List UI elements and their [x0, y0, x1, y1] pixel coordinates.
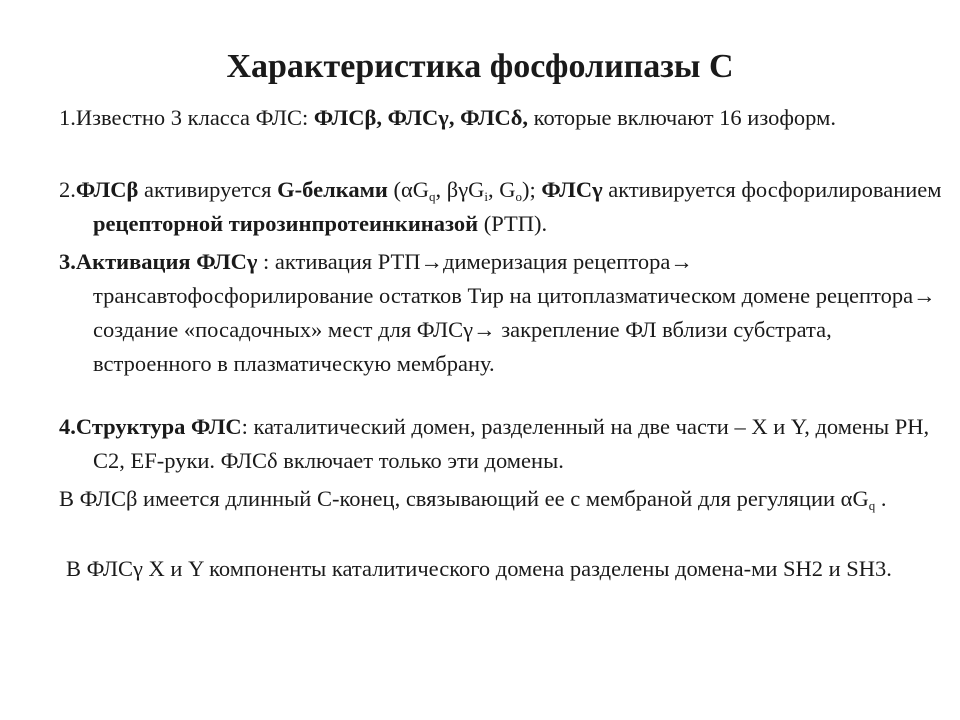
p2-alpha-g: (αG	[387, 177, 430, 202]
p2-beta-gamma-g: , βγG	[435, 177, 485, 202]
p2-g: , G	[488, 177, 516, 202]
p1-text-a: 1.Известно 3 класса ФЛС:	[59, 105, 314, 130]
p5-text: В ФЛСβ имеется длинный С-конец, связывающий ее с мембраной для регуляции αG	[59, 486, 869, 511]
p2-plc-gamma: ФЛСγ	[541, 177, 603, 202]
p1-text-c: которые включают 16 изоформ.	[528, 105, 836, 130]
p4-text: : каталитический домен, разделенный на две части – X и Y, домены PH, C2, EF-руки. ФЛСδ включает только эти домены.	[93, 414, 930, 473]
p1-classes: ФЛСβ, ФЛСγ, ФЛСδ,	[313, 105, 529, 130]
paragraph-2	[59, 173, 953, 241]
p2-sub-o: o	[515, 189, 523, 204]
p4-heading: 4.Структура ФЛС	[59, 414, 242, 439]
p2-rtp: (РТП).	[478, 211, 548, 236]
p2-phosphorylation: активируется фосфорилированием	[602, 177, 942, 202]
paragraph-3	[59, 245, 953, 381]
p3-text: : активация РТП→димеризация рецептора→ трансавтофосфорилирование остатков Тир на цитоплазматическом домене рецептора→ создание «посадочных» мест для ФЛСγ→ закрепление ФЛ вблизи субстрата, встроенного в плазматическую мембрану.	[93, 249, 936, 376]
p5-sub-q: q	[868, 498, 876, 513]
p5-end: .	[875, 486, 887, 511]
p6-text: В ФЛСγ X и Y компоненты каталитического домена разделены домена-ми SH2 и SH3.	[66, 556, 892, 581]
p2-g-proteins: G-белками	[277, 177, 388, 202]
p2-receptor-kinase: рецепторной тирозинпротеинкиназой	[93, 211, 479, 236]
paragraph-1	[59, 101, 953, 135]
paragraph-4	[59, 410, 953, 478]
p2-sub-i: i	[484, 189, 489, 204]
p3-heading: 3.Активация ФЛСγ	[59, 249, 258, 274]
p2-sub-q: q	[429, 189, 436, 204]
p2-plc-beta: ФЛСβ	[75, 177, 139, 202]
paragraph-5	[59, 482, 953, 516]
paragraph-6	[66, 552, 960, 586]
p2-number: 2.	[59, 177, 76, 202]
p2-close-paren: );	[522, 177, 542, 202]
p2-activates: активируется	[138, 177, 278, 202]
page-title: Характеристика фосфолипазы С	[226, 48, 734, 85]
